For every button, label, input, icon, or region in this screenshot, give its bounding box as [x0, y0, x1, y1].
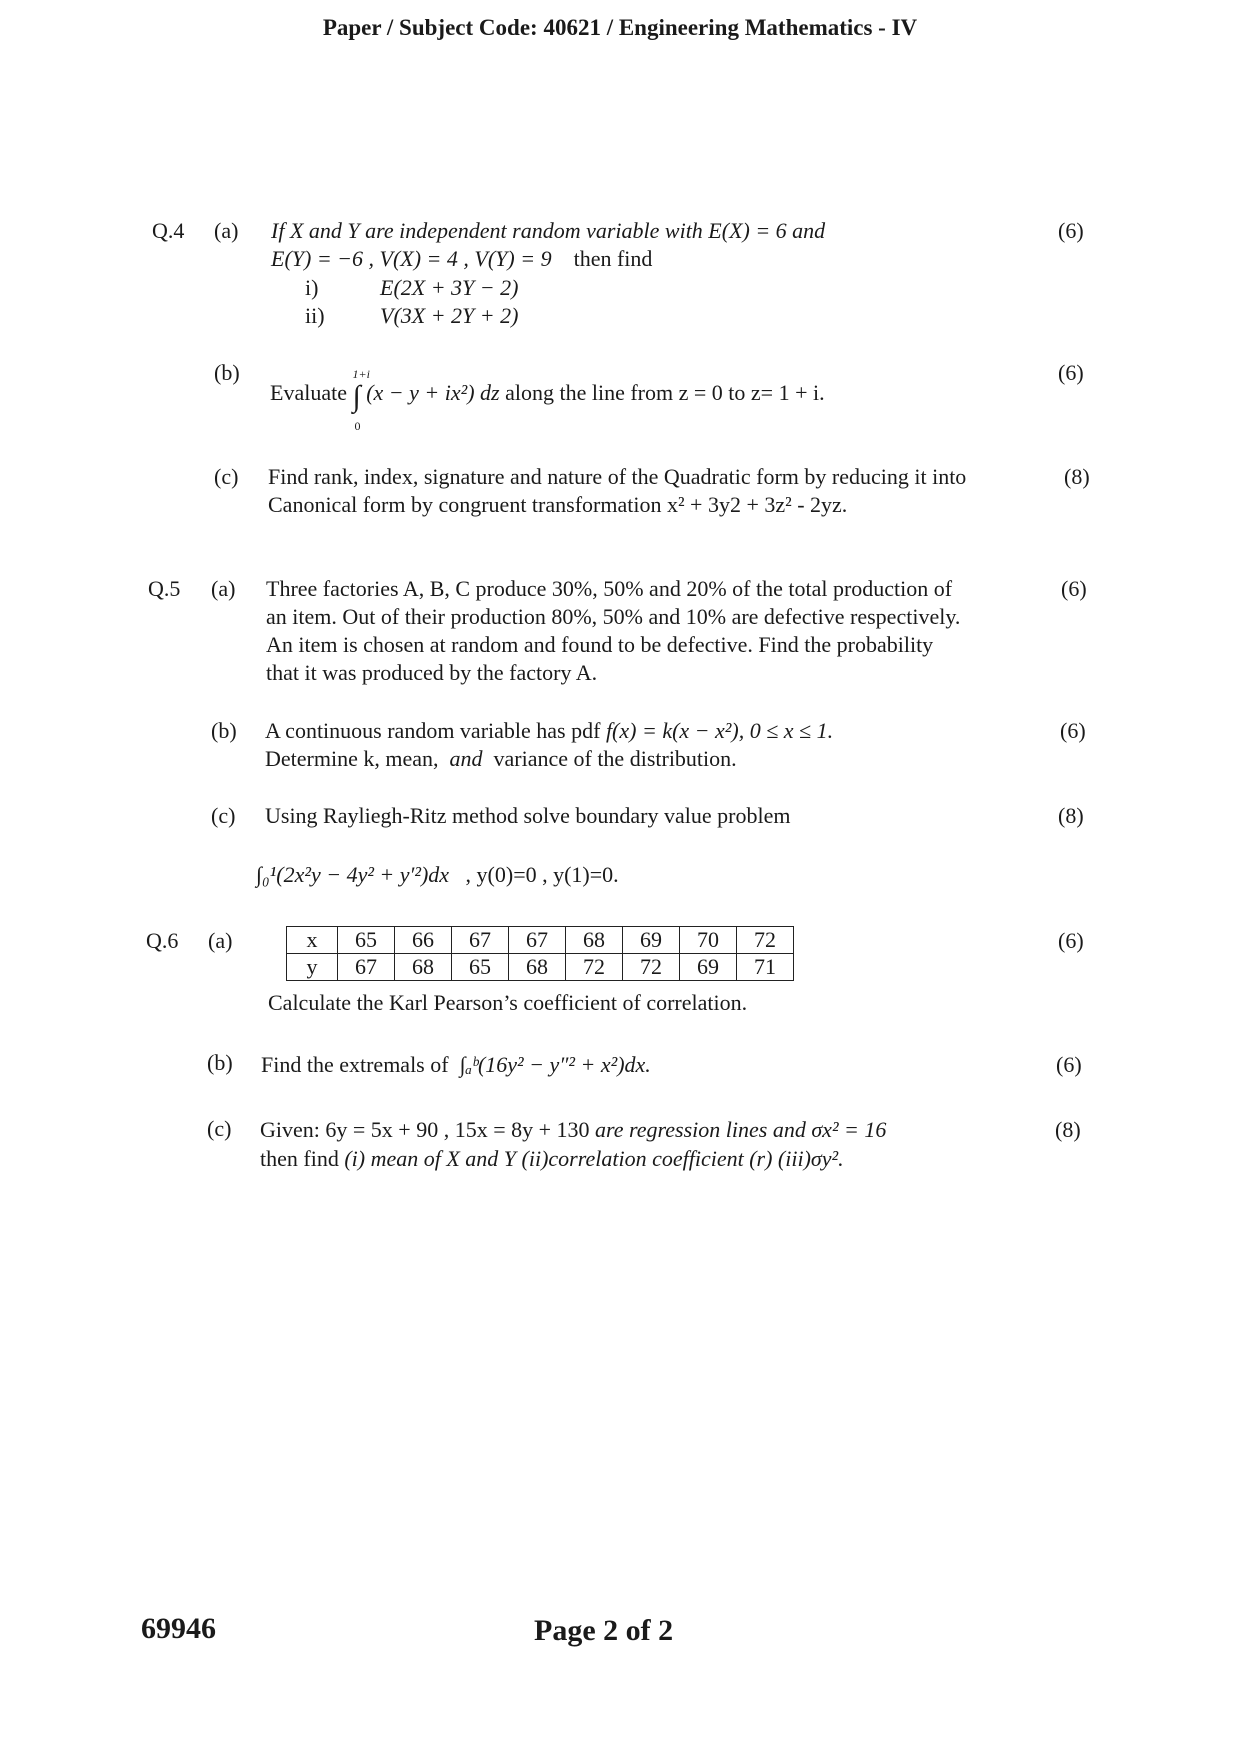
part-label: (b)	[214, 360, 240, 385]
question-text: that it was produced by the factory A.	[266, 660, 598, 685]
question-text: Canonical form by congruent transformation x² + 3y2 + 3z² - 2yz.	[268, 492, 848, 517]
row-header: y	[287, 954, 338, 981]
upper-limit: 1+i	[352, 367, 370, 381]
table-cell: 70	[680, 927, 737, 954]
table-cell: 67	[452, 927, 509, 954]
table-cell: 69	[680, 954, 737, 981]
question-text: An item is chosen at random and found to be defective. Find the probability	[266, 632, 934, 657]
lower-limit: 0	[354, 419, 361, 433]
page-number: Page 2 of 2	[534, 1614, 674, 1647]
integrand: (x − y + ix²) dz	[366, 380, 500, 405]
functional-integral: ∫₀¹(2x²y − 4y² + y′²)dx	[256, 862, 450, 887]
question-text: E(Y) = −6 , V(X) = 4 , V(Y) = 9	[271, 246, 552, 271]
marks: (8)	[1058, 803, 1084, 828]
table-row-x	[287, 927, 794, 954]
data-table	[286, 926, 794, 981]
question-text: Find the extremals of	[261, 1052, 449, 1077]
paper-code: 69946	[141, 1612, 216, 1645]
table-cell: 72	[623, 954, 680, 981]
part-label: (b)	[211, 718, 237, 743]
item-number: ii)	[305, 303, 325, 328]
marks: (8)	[1064, 464, 1090, 489]
part-label: (a)	[214, 218, 239, 243]
part-label: (b)	[207, 1050, 233, 1075]
question-text: and	[449, 746, 483, 771]
boundary-conditions: , y(0)=0 , y(1)=0.	[465, 862, 619, 887]
question-text: then find	[260, 1146, 339, 1171]
question-text: are regression lines and σx² = 16	[595, 1117, 887, 1142]
table-cell: 67	[338, 954, 395, 981]
integral-sign: ∫ 1+i 0	[352, 367, 370, 433]
marks: (6)	[1060, 718, 1086, 743]
page-header: Paper / Subject Code: 40621 / Engineering Mathematics - IV	[322, 15, 918, 40]
question-text: an item. Out of their production 80%, 50% and 10% are defective respectively.	[266, 604, 961, 629]
question-number: Q.5	[148, 576, 181, 601]
table-cell: 66	[395, 927, 452, 954]
question-text: Three factories A, B, C produce 30%, 50% and 20% of the total production of	[266, 576, 953, 601]
part-label: (c)	[214, 464, 239, 489]
item-expression: E(2X + 3Y − 2)	[380, 275, 519, 300]
part-label: (c)	[211, 803, 236, 828]
question-text: Determine k, mean,	[265, 746, 439, 771]
question-text: along the line from z = 0 to z= 1 + i.	[505, 380, 825, 405]
part-label: (a)	[211, 576, 236, 601]
question-text: variance of the distribution.	[493, 746, 737, 771]
regression-lines: Given: 6y = 5x + 90 , 15x = 8y + 130	[260, 1117, 590, 1142]
question-number: Q.4	[152, 218, 185, 243]
table-cell: 72	[737, 927, 794, 954]
marks: (6)	[1056, 1052, 1082, 1077]
table-cell: 67	[509, 927, 566, 954]
table-row-y	[287, 954, 794, 981]
table-cell: 68	[395, 954, 452, 981]
table-cell: 69	[623, 927, 680, 954]
table-cell: 71	[737, 954, 794, 981]
item-expression: V(3X + 2Y + 2)	[380, 303, 519, 328]
item-number: i)	[305, 275, 319, 300]
table-cell: 68	[509, 954, 566, 981]
functional-integral: ∫ₐᵇ(16y² − y″² + x²)dx.	[459, 1052, 651, 1077]
pdf-expression: f(x) = k(x − x²), 0 ≤ x ≤ 1.	[605, 718, 834, 743]
question-text: Find rank, index, signature and nature of the Quadratic form by reducing it into	[268, 464, 967, 489]
marks: (6)	[1061, 576, 1087, 601]
part-label: (c)	[207, 1116, 232, 1141]
marks: (6)	[1058, 218, 1084, 243]
question-text: Evaluate	[270, 380, 347, 405]
question-text: A continuous random variable has pdf	[265, 718, 601, 743]
question-text: (i) mean of X and Y (ii)correlation coefficient (r) (iii)σy².	[344, 1146, 844, 1171]
part-label: (a)	[208, 928, 233, 953]
question-text: Using Rayliegh-Ritz method solve boundary value problem	[265, 803, 791, 828]
table-cell: 68	[566, 927, 623, 954]
question-text: Calculate the Karl Pearson’s coefficient of correlation.	[268, 990, 748, 1015]
marks: (8)	[1055, 1117, 1081, 1142]
marks: (6)	[1058, 360, 1084, 385]
question-text: then find	[573, 246, 653, 271]
table-cell: 72	[566, 954, 623, 981]
question-text: If X and Y are independent random variable with E(X) = 6 and	[271, 218, 826, 243]
table-cell: 65	[338, 927, 395, 954]
marks: (6)	[1058, 928, 1084, 953]
table-cell: 65	[452, 954, 509, 981]
question-number: Q.6	[146, 928, 179, 953]
row-header: x	[287, 927, 338, 954]
